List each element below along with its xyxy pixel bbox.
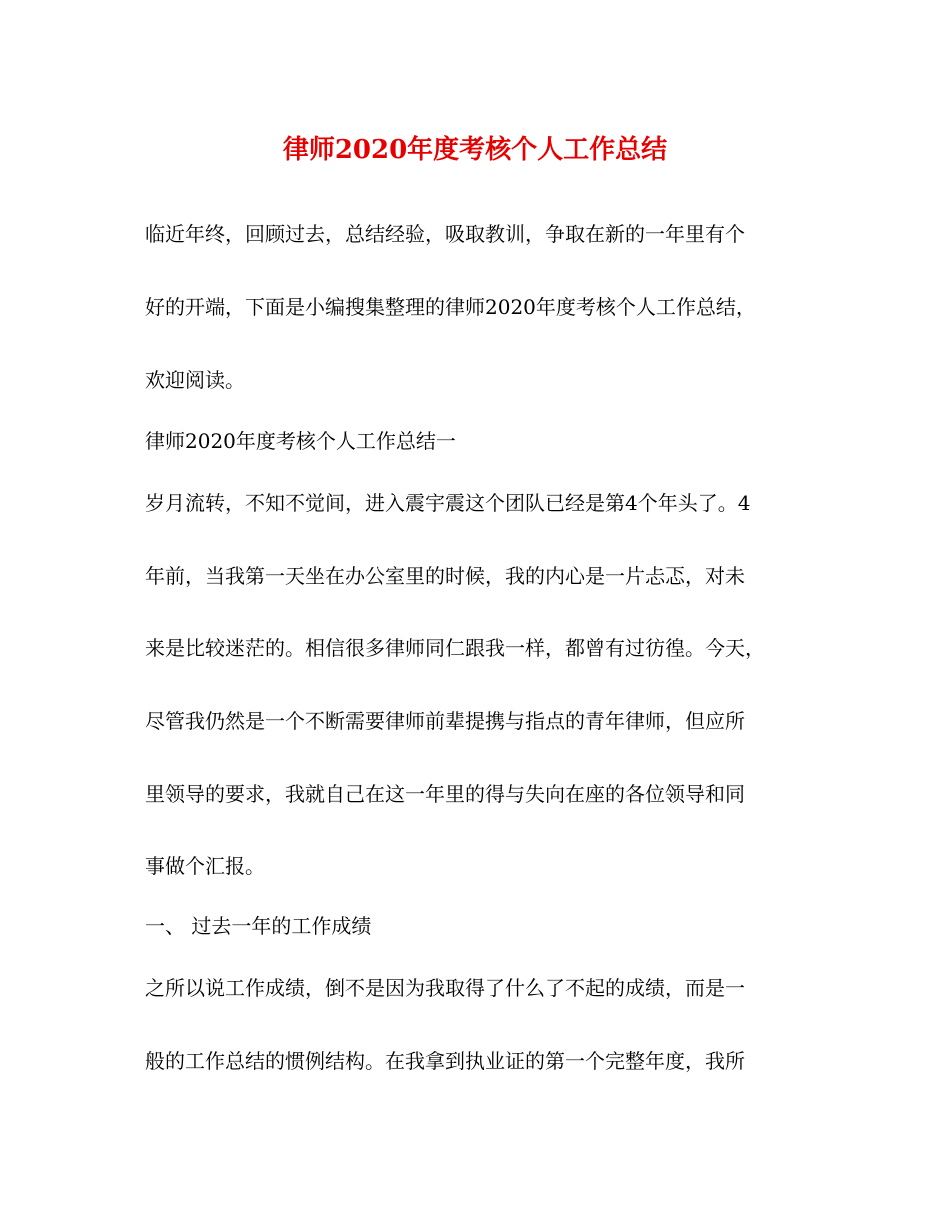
body-line-5: 里领导的要求，我就自己在这一年里的得与失向在座的各位领导和同 (145, 782, 745, 806)
body-line-8: 般的工作总结的惯例结构。在我拿到执业证的第一个完整年度，我所 (145, 1049, 745, 1073)
intro-line-2: 好的开端，下面是小编搜集整理的律师2020年度考核个人工作总结， (145, 295, 756, 319)
subsection-heading: 一、 过去一年的工作成绩 (145, 914, 372, 938)
intro-line-3: 欢迎阅读。 (145, 368, 245, 392)
body-line-7: 之所以说工作成绩，倒不是因为我取得了什么了不起的成绩，而是一 (145, 976, 745, 1000)
document-title: 律师2020年度考核个人工作总结 (282, 135, 668, 165)
section-heading-one: 律师2020年度考核个人工作总结一 (145, 429, 456, 453)
body-line-6: 事做个汇报。 (145, 854, 265, 878)
body-line-2: 年前，当我第一天坐在办公室里的时候，我的内心是一片忐忑，对未 (145, 564, 745, 588)
body-line-1: 岁月流转，不知不觉间，进入震宇震这个团队已经是第4个年头了。4 (145, 491, 751, 515)
intro-line-1: 临近年终，回顾过去，总结经验，吸取教训，争取在新的一年里有个 (145, 222, 745, 246)
body-line-4: 尽管我仍然是一个不断需要律师前辈提携与指点的青年律师，但应所 (145, 709, 745, 733)
body-line-3: 来是比较迷茫的。相信很多律师同仁跟我一样，都曾有过彷徨。今天， (145, 636, 765, 660)
